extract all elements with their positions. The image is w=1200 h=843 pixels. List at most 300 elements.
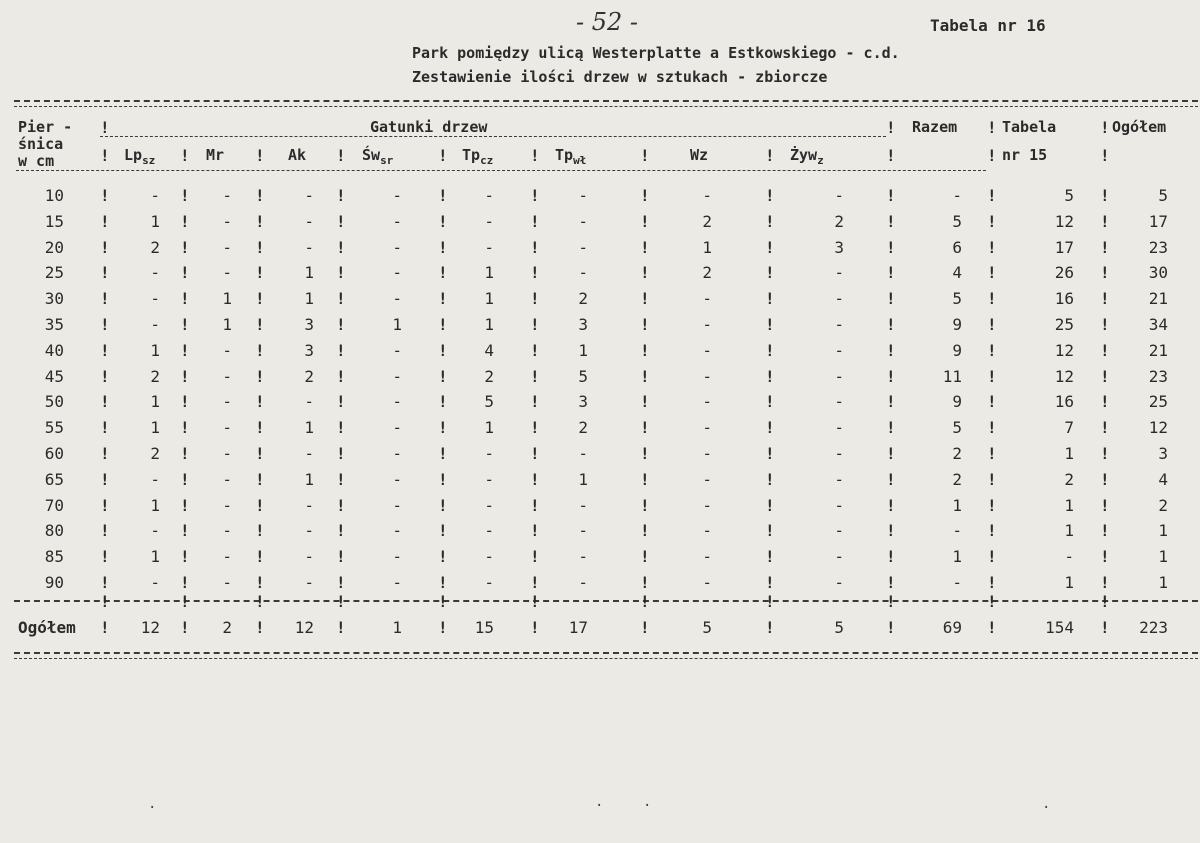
column-separator: ! — [640, 315, 650, 334]
column-separator: ! — [1100, 469, 1110, 489]
column-separator: ! — [640, 186, 650, 205]
header-separator: ! — [530, 146, 540, 165]
column-separator: ! — [100, 495, 110, 515]
table-cell: - — [222, 237, 232, 257]
table-cell: - — [834, 444, 844, 463]
species-group-underline — [100, 136, 886, 137]
column-separator: ! — [438, 366, 448, 386]
header-separator: ! — [640, 146, 650, 165]
species-subscript: sr — [380, 154, 394, 167]
totals-separator-rule — [14, 600, 1198, 602]
column-separator: ! — [640, 618, 650, 637]
column-separator: ! — [100, 186, 110, 205]
table-cell: - — [952, 573, 962, 592]
column-separator: ! — [180, 392, 190, 412]
table-cell: 9 — [952, 340, 962, 360]
column-separator: ! — [640, 340, 650, 360]
table-cell: 3 — [578, 315, 588, 334]
header-separator: ! — [255, 146, 265, 165]
column-separator: ! — [987, 263, 997, 283]
table-cell: 1 — [1064, 444, 1074, 463]
header-separator: ! — [438, 146, 448, 165]
table-cell: 21 — [1148, 289, 1168, 309]
species-name: Św — [362, 146, 381, 164]
totals-cell: 154 — [1045, 618, 1074, 637]
column-separator: ! — [100, 340, 110, 360]
table-cell: - — [702, 495, 712, 515]
column-separator: ! — [180, 521, 190, 541]
table-cell: 2 — [150, 237, 160, 257]
column-separator: ! — [255, 521, 265, 541]
column-separator: ! — [1100, 418, 1110, 438]
header-diameter-line2: śnica — [18, 135, 64, 153]
totals-cell: 17 — [568, 618, 588, 637]
column-separator: ! — [886, 573, 896, 592]
column-separator: ! — [180, 495, 190, 515]
table-cell: - — [834, 469, 844, 489]
column-separator: ! — [336, 495, 346, 515]
row-diameter: 85 — [44, 547, 64, 567]
table-cell: - — [150, 573, 160, 592]
table-cell: 1 — [578, 469, 588, 489]
column-separator: ! — [438, 573, 448, 592]
column-separator: ! — [765, 186, 775, 205]
column-separator: ! — [886, 418, 896, 438]
column-separator: ! — [180, 211, 190, 231]
table-cell: - — [304, 237, 314, 257]
table-cell: 1 — [484, 418, 494, 438]
column-separator: ! — [765, 444, 775, 463]
column-separator: ! — [438, 495, 448, 515]
table-cell: 2 — [952, 469, 962, 489]
column-separator: ! — [336, 237, 346, 257]
column-separator: ! — [438, 418, 448, 438]
column-separator: ! — [336, 340, 346, 360]
table-cell: 17 — [1148, 211, 1168, 231]
header-separator: ! — [886, 118, 896, 137]
table-cell: - — [834, 263, 844, 283]
column-separator: ! — [1100, 495, 1110, 515]
column-separator: ! — [987, 573, 997, 592]
species-subscript: cz — [480, 154, 494, 167]
table-cell: - — [702, 469, 712, 489]
column-separator: ! — [765, 547, 775, 567]
column-separator: ! — [765, 573, 775, 592]
header-species-ak — [288, 146, 306, 164]
table-cell: 12 — [1148, 418, 1168, 438]
column-separator: ! — [530, 186, 540, 205]
column-separator: ! — [100, 366, 110, 386]
column-separator: ! — [255, 211, 265, 231]
column-separator: ! — [987, 444, 997, 463]
column-separator: ! — [886, 315, 896, 334]
column-separator: ! — [336, 211, 346, 231]
table-cell: - — [702, 186, 712, 205]
column-separator: ! — [180, 237, 190, 257]
table-cell: - — [484, 444, 494, 463]
header-species-śwsr — [362, 146, 393, 167]
table-cell: - — [952, 521, 962, 541]
table-cell: - — [222, 418, 232, 438]
table-cell: - — [834, 315, 844, 334]
header-separator: ! — [987, 118, 997, 137]
table-cell: 1 — [304, 418, 314, 438]
rule-separator: ! — [100, 592, 110, 611]
header-species-tpwł — [555, 146, 586, 167]
column-separator: ! — [336, 263, 346, 283]
table-cell: 1 — [1064, 495, 1074, 515]
column-separator: ! — [530, 618, 540, 637]
table-cell: - — [834, 392, 844, 412]
row-diameter: 15 — [44, 211, 64, 231]
species-subscript: z — [817, 154, 824, 167]
column-separator: ! — [640, 211, 650, 231]
column-separator: ! — [640, 418, 650, 438]
table-cell: - — [222, 547, 232, 567]
column-separator: ! — [336, 573, 346, 592]
column-separator: ! — [438, 211, 448, 231]
rule-separator: ! — [640, 592, 650, 611]
column-separator: ! — [765, 263, 775, 283]
row-diameter: 35 — [44, 315, 64, 334]
table-cell: 4 — [1158, 469, 1168, 489]
row-diameter: 40 — [44, 340, 64, 360]
table-cell: - — [702, 573, 712, 592]
table-cell: - — [578, 186, 588, 205]
column-separator: ! — [886, 289, 896, 309]
column-separator: ! — [530, 521, 540, 541]
row-diameter: 55 — [44, 418, 64, 438]
column-separator: ! — [886, 340, 896, 360]
column-separator: ! — [255, 340, 265, 360]
rule-separator: ! — [987, 592, 997, 611]
table-cell: 2 — [834, 211, 844, 231]
table-cell: 2 — [578, 418, 588, 438]
column-separator: ! — [987, 469, 997, 489]
table-cell: - — [222, 495, 232, 515]
species-subscript: sz — [142, 154, 156, 167]
column-separator: ! — [180, 263, 190, 283]
table-cell: 11 — [942, 366, 962, 386]
table-cell: 3 — [578, 392, 588, 412]
column-separator: ! — [530, 573, 540, 592]
column-separator: ! — [987, 618, 997, 637]
table-cell: - — [484, 547, 494, 567]
header-species-żywz — [790, 146, 824, 167]
column-separator: ! — [438, 289, 448, 309]
table-cell: 2 — [1064, 469, 1074, 489]
bottom-rule-inner — [14, 658, 1198, 659]
table-cell: - — [834, 340, 844, 360]
table-cell: 2 — [484, 366, 494, 386]
table-cell: 23 — [1148, 237, 1168, 257]
table-cell: - — [702, 315, 712, 334]
header-separator: ! — [100, 146, 110, 165]
table-cell: 1 — [1158, 573, 1168, 592]
table-cell: 1 — [952, 495, 962, 515]
table-cell: 9 — [952, 315, 962, 334]
table-cell: - — [834, 186, 844, 205]
column-separator: ! — [1100, 547, 1110, 567]
column-separator: ! — [438, 237, 448, 257]
table-cell: - — [702, 289, 712, 309]
column-separator: ! — [255, 573, 265, 592]
column-separator: ! — [1100, 211, 1110, 231]
row-diameter: 80 — [44, 521, 64, 541]
table-cell: 1 — [304, 263, 314, 283]
column-separator: ! — [180, 289, 190, 309]
column-separator: ! — [100, 289, 110, 309]
table-cell: 1 — [1064, 521, 1074, 541]
table-cell: 30 — [1148, 263, 1168, 283]
species-name: Lp — [124, 146, 143, 164]
column-separator: ! — [987, 392, 997, 412]
table-subtitle: Zestawienie ilości drzew w sztukach - zbiorcze — [412, 68, 828, 86]
column-separator: ! — [640, 547, 650, 567]
column-separator: ! — [180, 366, 190, 386]
header-separator: ! — [336, 146, 346, 165]
header-species-lpsz — [124, 146, 155, 167]
column-separator: ! — [530, 392, 540, 412]
table-cell: - — [392, 340, 402, 360]
bottom-rule — [14, 652, 1198, 654]
species-name: Ak — [288, 146, 307, 164]
column-separator: ! — [765, 237, 775, 257]
table-cell: - — [222, 340, 232, 360]
table-cell: 5 — [578, 366, 588, 386]
species-subscript: wł — [573, 154, 587, 167]
table-cell: 4 — [484, 340, 494, 360]
column-separator: ! — [530, 495, 540, 515]
header-diameter-line1: Pier - — [18, 118, 73, 136]
header-separator: ! — [180, 146, 190, 165]
column-separator: ! — [765, 495, 775, 515]
table-cell: 1 — [222, 289, 232, 309]
totals-cell: 223 — [1139, 618, 1168, 637]
table-cell: - — [304, 211, 314, 231]
column-separator: ! — [438, 618, 448, 637]
column-separator: ! — [336, 547, 346, 567]
table-cell: 5 — [484, 392, 494, 412]
table-cell: 34 — [1148, 315, 1168, 334]
column-separator: ! — [255, 495, 265, 515]
table-cell: - — [150, 315, 160, 334]
table-cell: 12 — [1054, 211, 1074, 231]
header-separator: ! — [1100, 146, 1110, 165]
column-separator: ! — [438, 444, 448, 463]
table-label: Tabela nr 16 — [930, 16, 1046, 35]
table-cell: - — [702, 392, 712, 412]
column-separator: ! — [640, 495, 650, 515]
table-cell: - — [222, 521, 232, 541]
column-separator: ! — [100, 521, 110, 541]
rule-separator: ! — [255, 592, 265, 611]
column-separator: ! — [438, 263, 448, 283]
table-cell: - — [834, 573, 844, 592]
table-cell: 1 — [150, 340, 160, 360]
column-separator: ! — [100, 263, 110, 283]
column-separator: ! — [886, 366, 896, 386]
table-cell: - — [484, 237, 494, 257]
column-separator: ! — [987, 495, 997, 515]
row-diameter: 20 — [44, 237, 64, 257]
table-cell: 5 — [952, 211, 962, 231]
column-separator: ! — [100, 573, 110, 592]
table-cell: - — [392, 289, 402, 309]
row-diameter: 25 — [44, 263, 64, 283]
column-separator: ! — [765, 521, 775, 541]
column-separator: ! — [100, 444, 110, 463]
column-separator: ! — [987, 289, 997, 309]
rule-separator: ! — [438, 592, 448, 611]
table-cell: 1 — [1158, 547, 1168, 567]
table-cell: 1 — [1158, 521, 1168, 541]
column-separator: ! — [255, 237, 265, 257]
table-cell: - — [484, 495, 494, 515]
column-separator: ! — [438, 547, 448, 567]
table-cell: - — [392, 237, 402, 257]
table-cell: - — [392, 547, 402, 567]
column-separator: ! — [255, 186, 265, 205]
column-separator: ! — [438, 392, 448, 412]
table-cell: - — [702, 366, 712, 386]
table-cell: 12 — [1054, 366, 1074, 386]
column-separator: ! — [765, 392, 775, 412]
top-rule-inner — [14, 106, 1198, 107]
table-cell: 25 — [1148, 392, 1168, 412]
column-separator: ! — [255, 392, 265, 412]
table-cell: - — [702, 547, 712, 567]
totals-cell: 12 — [294, 618, 314, 637]
table-cell: - — [150, 186, 160, 205]
table-cell: - — [150, 263, 160, 283]
scan-speck: · — [643, 798, 652, 814]
totals-cell: 5 — [834, 618, 844, 637]
column-separator: ! — [255, 315, 265, 334]
header-tabela: Tabela — [1002, 118, 1057, 136]
table-cell: 1 — [578, 340, 588, 360]
column-separator: ! — [886, 237, 896, 257]
table-title: Park pomiędzy ulicą Westerplatte a Estkowskiego - c.d. — [412, 44, 900, 62]
table-cell: - — [304, 392, 314, 412]
table-cell: 1 — [150, 547, 160, 567]
table-cell: 5 — [1064, 186, 1074, 205]
column-separator: ! — [100, 315, 110, 334]
rule-separator: ! — [336, 592, 346, 611]
table-cell: 2 — [952, 444, 962, 463]
header-species-tpcz — [462, 146, 493, 167]
column-separator: ! — [530, 366, 540, 386]
totals-cell: 5 — [702, 618, 712, 637]
column-separator: ! — [886, 263, 896, 283]
column-separator: ! — [100, 211, 110, 231]
column-separator: ! — [530, 315, 540, 334]
table-cell: - — [222, 444, 232, 463]
table-cell: 3 — [1158, 444, 1168, 463]
table-cell: - — [834, 366, 844, 386]
column-separator: ! — [255, 444, 265, 463]
column-separator: ! — [765, 289, 775, 309]
table-cell: 1 — [150, 418, 160, 438]
column-separator: ! — [886, 392, 896, 412]
column-separator: ! — [1100, 315, 1110, 334]
column-separator: ! — [765, 618, 775, 637]
column-separator: ! — [255, 618, 265, 637]
table-cell: - — [304, 444, 314, 463]
column-separator: ! — [255, 366, 265, 386]
rule-separator: ! — [1100, 592, 1110, 611]
column-separator: ! — [765, 366, 775, 386]
table-cell: - — [392, 521, 402, 541]
totals-cell: 69 — [942, 618, 962, 637]
table-cell: 1 — [304, 469, 314, 489]
table-cell: - — [222, 573, 232, 592]
column-separator: ! — [765, 418, 775, 438]
header-separator: ! — [1100, 118, 1110, 137]
table-cell: - — [578, 573, 588, 592]
table-cell: 6 — [952, 237, 962, 257]
column-separator: ! — [640, 444, 650, 463]
scan-speck: · — [595, 798, 604, 814]
column-separator: ! — [987, 315, 997, 334]
table-cell: - — [578, 495, 588, 515]
table-cell: - — [952, 186, 962, 205]
table-cell: 2 — [702, 211, 712, 231]
column-separator: ! — [886, 186, 896, 205]
column-separator: ! — [987, 366, 997, 386]
column-separator: ! — [530, 340, 540, 360]
table-cell: 21 — [1148, 340, 1168, 360]
column-separator: ! — [1100, 573, 1110, 592]
header-species-group: Gatunki drzew — [370, 118, 488, 136]
table-cell: 9 — [952, 392, 962, 412]
table-cell: 16 — [1054, 289, 1074, 309]
table-cell: 1 — [1064, 573, 1074, 592]
table-cell: - — [578, 211, 588, 231]
table-cell: - — [150, 469, 160, 489]
column-separator: ! — [987, 186, 997, 205]
column-separator: ! — [886, 211, 896, 231]
table-cell: - — [222, 392, 232, 412]
column-separator: ! — [100, 469, 110, 489]
table-cell: 2 — [1158, 495, 1168, 515]
column-separator: ! — [640, 366, 650, 386]
table-cell: - — [222, 186, 232, 205]
column-separator: ! — [180, 340, 190, 360]
column-separator: ! — [530, 469, 540, 489]
column-separator: ! — [1100, 444, 1110, 463]
table-cell: 12 — [1054, 340, 1074, 360]
column-separator: ! — [530, 418, 540, 438]
column-separator: ! — [530, 444, 540, 463]
column-separator: ! — [1100, 366, 1110, 386]
table-cell: 1 — [150, 211, 160, 231]
header-separator: ! — [987, 146, 997, 165]
totals-cell: 15 — [474, 618, 494, 637]
row-diameter: 90 — [44, 573, 64, 592]
column-separator: ! — [180, 444, 190, 463]
table-cell: - — [392, 418, 402, 438]
species-name: Wz — [690, 146, 709, 164]
table-cell: 5 — [1158, 186, 1168, 205]
column-separator: ! — [640, 392, 650, 412]
table-cell: - — [578, 521, 588, 541]
column-separator: ! — [987, 211, 997, 231]
species-name: Żyw — [790, 146, 818, 164]
column-separator: ! — [886, 521, 896, 541]
table-cell: 5 — [952, 289, 962, 309]
table-cell: 3 — [834, 237, 844, 257]
